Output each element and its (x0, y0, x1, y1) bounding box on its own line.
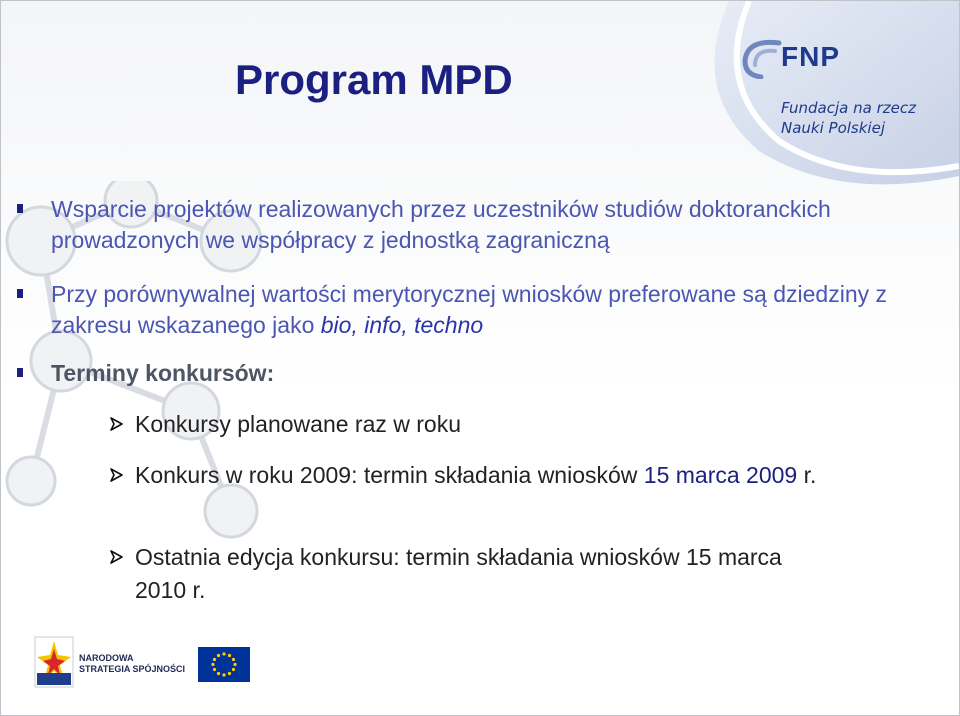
arrowhead-bullet-icon (109, 468, 123, 482)
bullet-support (51, 194, 871, 256)
sub-bullet-2009-tail: r. (797, 462, 817, 488)
bullet-preferred-fields-text: Przy porównywalnej wartości merytorycznej wniosków preferowane są dziedziny z zakresu wskazanego jako (51, 281, 887, 338)
sub-bullet-annual-text: Konkursy planowane raz w roku (135, 411, 461, 437)
eu-flag-icon (198, 647, 250, 682)
fnp-name-line-1: Fundacja na rzecz (781, 99, 916, 117)
bullet-support-text: Wsparcie projektów realizowanych przez uczestników studiów doktoranckich prowadzonych we współpracy z jednostką zagraniczną (51, 196, 831, 253)
fnp-swirl-icon (739, 35, 783, 79)
square-bullet-icon (17, 368, 23, 377)
sub-bullet-2009 (135, 459, 925, 492)
slide-title: Program MPD (235, 56, 513, 103)
square-bullet-icon (17, 289, 23, 298)
national-cohesion-strategy-logo (33, 635, 75, 689)
sub-bullet-2009-text: Konkurs w roku 2009: termin składania wniosków (135, 462, 644, 488)
arrowhead-bullet-icon (109, 417, 123, 431)
sub-bullet-2010-text: Ostatnia edycja konkursu: termin składania wniosków 15 marca 2010 r. (135, 544, 782, 603)
fnp-logo (781, 41, 951, 141)
sub-bullet-annual (135, 408, 461, 441)
arrowhead-bullet-icon (109, 550, 123, 564)
fnp-abbreviation: FNP (781, 41, 840, 72)
sub-bullet-2010 (135, 541, 835, 607)
bullet-preferred-fields (51, 279, 901, 341)
nss-line-2: STRATEGIA SPÓJNOŚCI (79, 664, 186, 674)
footer-logos (33, 633, 263, 693)
square-bullet-icon (17, 204, 23, 213)
fnp-name-line-2: Nauki Polskiej (781, 119, 885, 137)
nss-line-1: NARODOWA (79, 653, 134, 663)
sub-bullet-2009-date: 15 marca 2009 (643, 462, 798, 488)
bullet-deadlines-heading-text: Terminy konkursów: (51, 360, 275, 386)
bullet-deadlines-heading (51, 358, 274, 389)
bullet-preferred-fields-emphasis: bio, info, techno (320, 312, 484, 338)
